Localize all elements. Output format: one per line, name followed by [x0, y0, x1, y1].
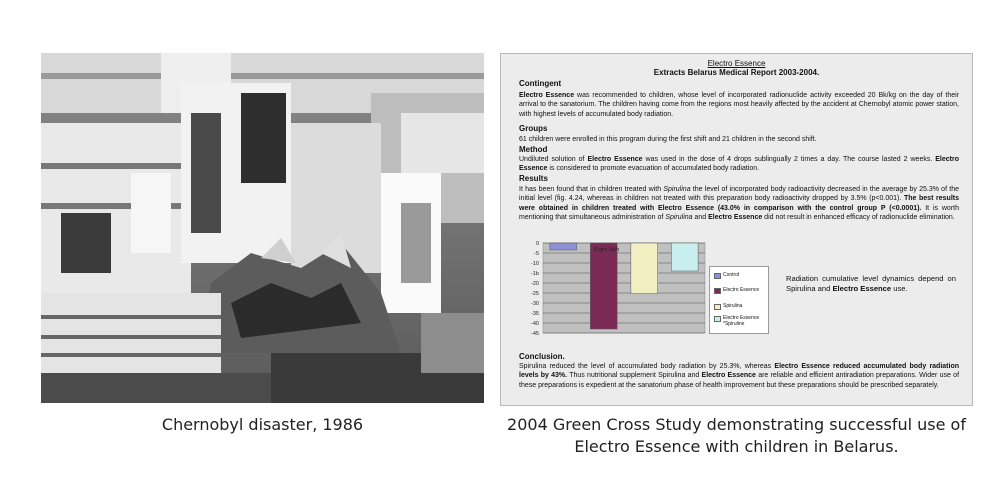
conclusion-heading: Conclusion. [519, 352, 565, 361]
y-tick-label: -10 [531, 261, 539, 267]
text-run: was used in the dose of 4 drops sublingually 2 times a day. The course lasted 2 weeks. [642, 156, 936, 163]
text-run: Thus nutritional supplement Spirulina and [567, 372, 702, 380]
method-text [519, 155, 959, 174]
text-run: Electro Essence [519, 92, 575, 99]
title-electro: Electro [707, 59, 733, 68]
legend-swatch [714, 288, 721, 294]
text-run: It is worth mentioning that simultaneous administration of [519, 204, 959, 221]
text-run: are reliable and efficient antiradiation preparations. Wider use of these preparations is expedient at the sanatorium phase of health improvement but these preparations should be prescribed separately. [519, 372, 960, 389]
bar [631, 243, 658, 294]
chart-legend [709, 266, 769, 334]
text-run: Undiluted solution of [519, 156, 588, 163]
results-heading: Results [519, 174, 548, 183]
y-tick-label: -20 [531, 281, 539, 287]
contingent-heading: Contingent [519, 79, 562, 88]
legend-swatch [714, 316, 721, 322]
legend-swatch [714, 304, 721, 310]
groups-text: 61 children were enrolled in this program during the first shift and 21 children in the second shift. [519, 136, 817, 143]
y-tick-label: -45 [531, 331, 539, 337]
text-run: the level of incorporated body radioactivity decreased in the average by 25.3% of the initial level (fig. 4.24, whereas in children not treated with this preparation body radioactivity dropped by 3.5% (p<0.001). [519, 186, 959, 203]
document-subtitle: Extracts Belarus Medical Report 2003-2004. [653, 68, 820, 77]
contingent-text [519, 91, 959, 119]
y-tick-label: -30 [531, 301, 539, 307]
bar [550, 243, 577, 250]
text-run: Electro Essence [519, 156, 959, 173]
chernobyl-photo [41, 53, 484, 403]
text-run: Radiation cumulative level dynamics depend on Spirulina and [786, 274, 956, 293]
chart-note [786, 274, 956, 294]
y-tick-label: -5 [534, 251, 539, 257]
legend-label: Electro Essence *Spiruline [723, 315, 760, 327]
text-run: Electro Essence reduced accumulated body radiation levels by 43%. [519, 363, 960, 380]
legend-label: Control [723, 272, 740, 278]
legend-entry [714, 315, 769, 327]
legend-entry [714, 303, 769, 310]
text-run: Spirulina [665, 213, 693, 221]
y-tick-label: 0 [535, 241, 539, 247]
text-run: use. [891, 284, 908, 293]
y-tick-label: -40 [531, 321, 539, 327]
conclusion-text [519, 362, 959, 390]
y-tick-label: -1b [531, 271, 539, 277]
text-run: Spirulina reduced the level of accumulated body radiation by 25.3%, whereas [519, 363, 775, 370]
text-run: is considered to promote evacuation of accumulated body radiation. [547, 165, 760, 173]
text-run: Electro Essence [701, 372, 756, 380]
bar [590, 243, 617, 329]
text-run: and [692, 213, 709, 221]
results-text [519, 185, 959, 222]
text-run: It has been found that in children treated with [519, 186, 664, 193]
text-run: was recommended to children, whose level of incorporated radionuclide activity exceeded 20 Bk/kg on the day of their arrival to the sanatorium. The children having come from the regions most heavily affected by the accident at Chernobyl atomic power station, with highest levels of accumulated body radiation. [519, 92, 959, 118]
text-run: The best results were obtained in children treated with Electro Essence (43.0% in comparison with the control group P (<0.0001). [519, 195, 959, 212]
groups-heading: Groups [519, 124, 548, 133]
title-essence: Essence [732, 59, 766, 68]
text-run: Electro Essence [587, 156, 643, 163]
y-tick-label: -35 [531, 311, 539, 317]
text-run: Electro Essence [708, 213, 763, 221]
text-run: did not result in enhanced efficacy of radionuclide elimination. [762, 213, 955, 221]
legend-label: Electro Essence [723, 287, 760, 293]
medical-report-document [500, 53, 973, 406]
text-run: Spirulina [663, 186, 691, 193]
document-caption: 2004 Green Cross Study demonstrating successful use of Electro Essence with children in Belarus. [507, 415, 966, 456]
method-heading: Method [519, 145, 548, 154]
legend-entry [714, 287, 769, 294]
legend-swatch [714, 273, 721, 279]
bar-inner-label: D gre Sich [593, 247, 620, 253]
text-run: Electro Essence [832, 284, 892, 293]
reactor-ruin-image [41, 53, 484, 403]
legend-entry [714, 272, 769, 279]
bar [671, 243, 698, 271]
legend-label: Spirulina [723, 303, 743, 309]
y-tick-label: -25 [531, 291, 539, 297]
photo-caption: Chernobyl disaster, 1986 [161, 415, 364, 434]
